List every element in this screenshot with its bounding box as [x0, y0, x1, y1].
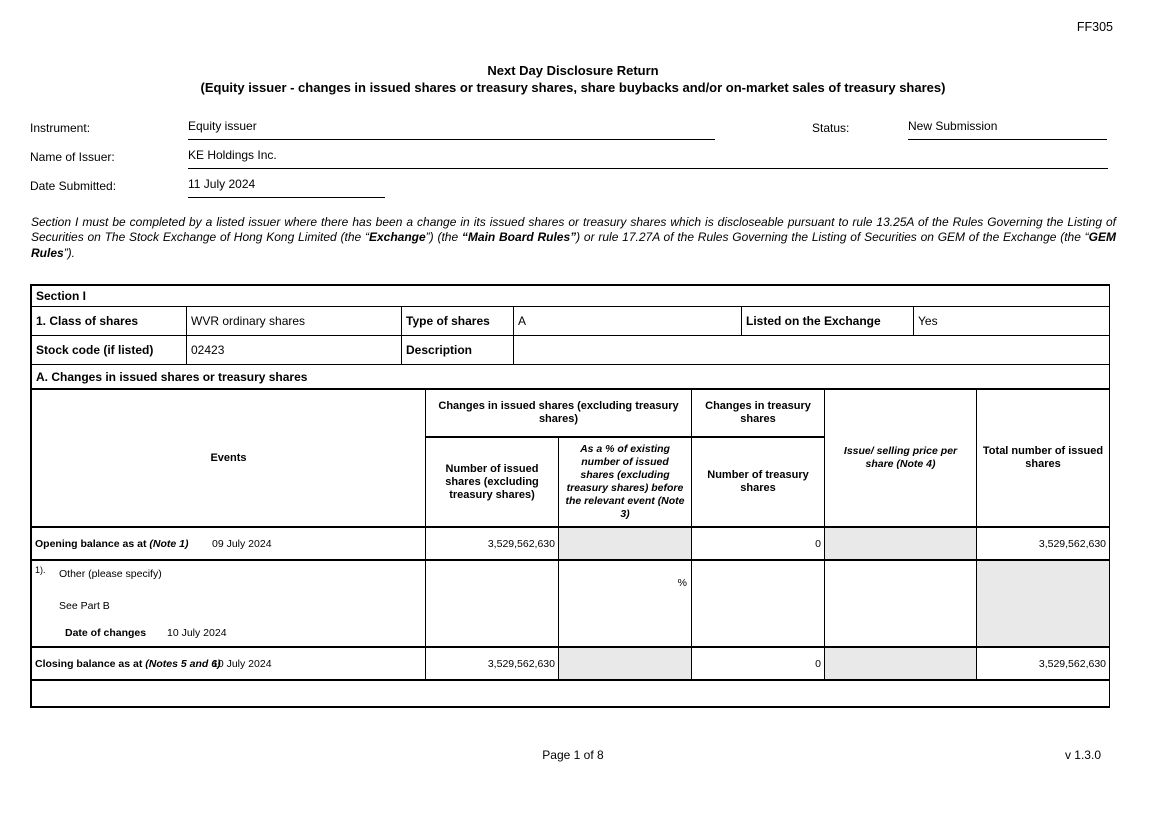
- listed-on-exchange-label: Listed on the Exchange: [742, 307, 914, 336]
- event-date-of-changes-value: 10 July 2024: [167, 627, 227, 639]
- percent-column-header: As a % of existing number of issued shares (excluding treasury shares) before the relevant event (Note 3): [559, 437, 692, 527]
- closing-num-treasury: 0: [692, 647, 825, 680]
- event-total-cell: [977, 560, 1110, 647]
- version-label: v 1.3.0: [1064, 748, 1101, 762]
- closing-price-cell: [825, 647, 977, 680]
- num-issued-column-header: Number of issued shares (excluding treasury shares): [426, 437, 559, 527]
- opening-price-cell: [825, 527, 977, 560]
- event-detail: See Part B: [59, 600, 110, 612]
- events-column-header: Events: [32, 390, 426, 528]
- intro-main-board-rules-term: “Main Board Rules”: [461, 230, 577, 245]
- intro-seg1: Section I must be completed by a listed issuer where there has been a change in its issued shares or treasury shares which is discloseable pursuant to rule 13.25A of the Rules Governing the Listing of Securities on The Stock Exchange of Hong Kong Limited (the “: [31, 215, 1116, 245]
- issuer-value: KE Holdings Inc.: [188, 148, 1108, 169]
- group-header-issued-shares: Changes in issued shares (excluding treasury shares): [426, 390, 692, 438]
- type-of-shares-label: Type of shares: [402, 307, 514, 336]
- section1-tables: [30, 284, 1110, 708]
- event-index: 1).: [35, 565, 46, 575]
- instrument-value: Equity issuer: [188, 119, 715, 140]
- intro-seg5: ) or rule 17.27A of the Rules Governing the Listing of Securities on GEM of the Exchange (the “: [576, 230, 1089, 245]
- listed-on-exchange-value: Yes: [914, 307, 1110, 336]
- page-subtitle: (Equity issuer - changes in issued shares or treasury shares, share buybacks and/or on-market sales of treasury shares): [200, 80, 946, 95]
- intro-seg7: ”).: [63, 245, 76, 260]
- total-column-header: Total number of issued shares: [977, 390, 1110, 528]
- empty-row: [32, 680, 1110, 707]
- event-date-of-changes-label: Date of changes: [65, 627, 147, 639]
- form-code: FF305: [1076, 20, 1113, 34]
- closing-num-issued: 3,529,562,630: [426, 647, 559, 680]
- page-number: Page 1 of 8: [542, 748, 604, 762]
- page-title: Next Day Disclosure Return: [487, 63, 659, 78]
- opening-balance-row: [32, 527, 1110, 560]
- date-submitted-value: 11 July 2024: [188, 177, 385, 198]
- opening-balance-date: 09 July 2024: [212, 537, 272, 550]
- description-label: Description: [402, 336, 514, 365]
- opening-percent-cell: [559, 527, 692, 560]
- opening-num-treasury: 0: [692, 527, 825, 560]
- changes-table: [31, 389, 1110, 707]
- closing-balance-label: Closing balance as at: [35, 657, 146, 670]
- event-row: [32, 560, 1110, 647]
- opening-balance-label-cell: [32, 527, 426, 560]
- issuer-label: Name of Issuer:: [30, 150, 115, 164]
- stock-code-label: Stock code (if listed): [32, 336, 187, 365]
- empty-row-cell: [32, 680, 1110, 707]
- status-value: New Submission: [908, 119, 1107, 140]
- event-price-cell: [825, 560, 977, 647]
- event-num-issued: [426, 560, 559, 647]
- description-value: [514, 336, 1110, 365]
- closing-balance-row: [32, 647, 1110, 680]
- date-submitted-label: Date Submitted:: [30, 179, 117, 193]
- opening-total: 3,529,562,630: [977, 527, 1110, 560]
- event-label: Other (please specify): [59, 568, 162, 580]
- intro-paragraph: [31, 215, 1116, 261]
- event-num-treasury: [692, 560, 825, 647]
- type-of-shares-value: A: [514, 307, 742, 336]
- intro-seg3: ”) (the: [425, 230, 462, 245]
- instrument-label: Instrument:: [30, 121, 91, 135]
- class-of-shares-label: 1. Class of shares: [32, 307, 187, 336]
- intro-exchange-term: Exchange: [368, 230, 426, 245]
- event-percent-cell: %: [559, 560, 692, 647]
- price-column-header: Issue/ selling price per share (Note 4): [825, 390, 977, 528]
- group-header-treasury-shares: Changes in treasury shares: [692, 390, 825, 438]
- section1-heading: Section I: [32, 286, 1110, 307]
- num-treasury-column-header: Number of treasury shares: [692, 437, 825, 527]
- title-block: [0, 62, 1146, 96]
- opening-balance-label: Opening balance as at: [35, 537, 150, 550]
- stock-code-value: 02423: [187, 336, 402, 365]
- status-label: Status:: [812, 121, 850, 135]
- class-of-shares-value: WVR ordinary shares: [187, 307, 402, 336]
- part-a-heading: A. Changes in issued shares or treasury shares: [32, 365, 1110, 389]
- closing-balance-label-cell: [32, 647, 426, 680]
- opening-num-issued: 3,529,562,630: [426, 527, 559, 560]
- closing-percent-cell: [559, 647, 692, 680]
- closing-balance-note: (Notes 5 and 6): [145, 657, 221, 670]
- event-cell: [32, 560, 426, 647]
- closing-total: 3,529,562,630: [977, 647, 1110, 680]
- closing-balance-date: 10 July 2024: [212, 657, 272, 670]
- opening-balance-note: (Note 1): [149, 537, 189, 550]
- intro-gem-rules-term: GEM Rules: [31, 230, 1116, 260]
- section1-table: [31, 285, 1110, 389]
